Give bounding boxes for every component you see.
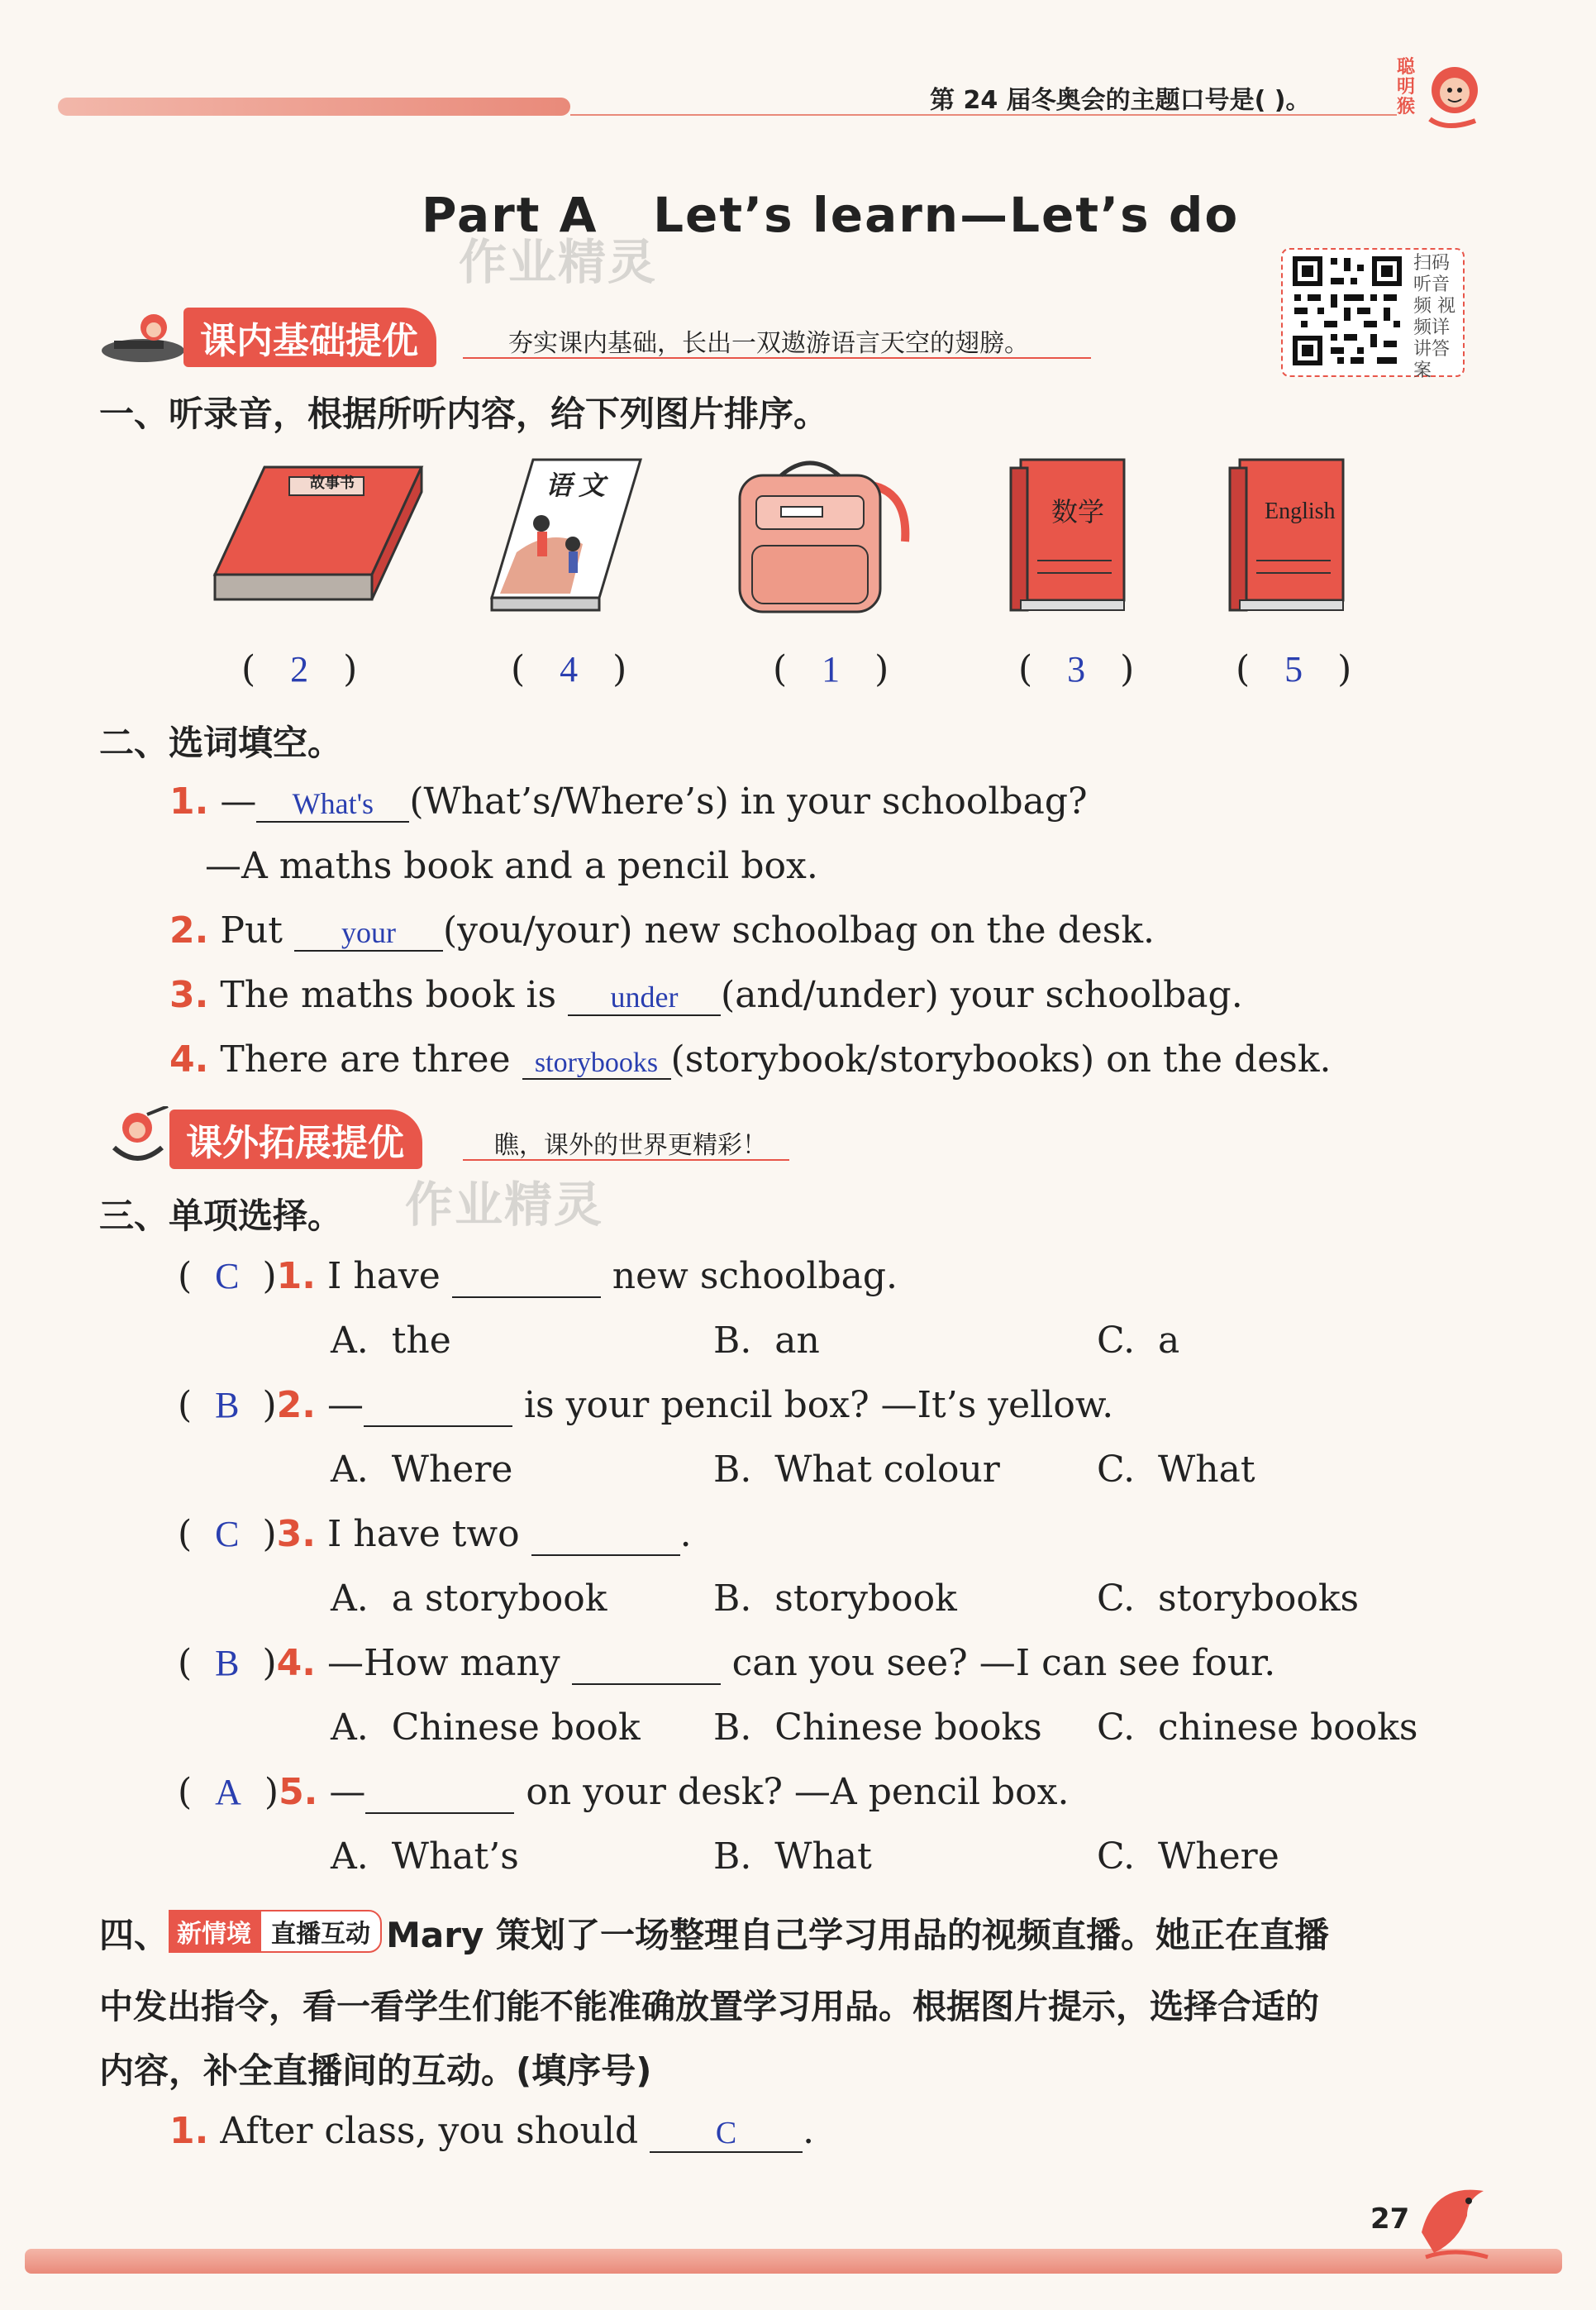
schoolbag-icon [731, 451, 917, 616]
answer-text: 4 [560, 649, 579, 690]
item-number: 2. [276, 1384, 316, 1426]
item-post: can you see? —I can see four. [720, 1642, 1276, 1684]
item-pre: I have [326, 1255, 452, 1297]
q3-item-5-option-a: A. What’s [331, 1835, 519, 1878]
answer-text: 3 [1067, 649, 1086, 690]
q1-answer-1: ( 2 ) [241, 648, 358, 690]
section1-mascot-icon [98, 308, 188, 367]
header-bar [58, 98, 570, 116]
q3-item-3: ( C )3. I have two . [178, 1513, 692, 1555]
q4-text-1: Mary 策划了一场整理自己学习用品的视频直播。她正在直播 [386, 1915, 1329, 1955]
answer-blank: What's [256, 788, 409, 823]
item-number: 4. [276, 1642, 316, 1684]
item-number: 2. [169, 909, 209, 952]
english-book-label: English [1265, 499, 1336, 524]
answer-text: 5 [1284, 649, 1303, 690]
qr-caption: 扫码听音频 视频详讲答案 [1413, 253, 1455, 381]
q3-item-3-option-c: C. storybooks [1097, 1577, 1360, 1620]
item-number: 1. [169, 780, 209, 823]
q3-item-2: ( B )2. — is your pencil box? —It’s yellow. [178, 1384, 1114, 1426]
item-pre: The maths book is [220, 974, 569, 1016]
q3-item-3-option-b: B. storybook [713, 1577, 957, 1620]
q4-line3: 内容，补全直播间的互动。(填序号) [99, 2050, 652, 2091]
q4-item-1 [169, 2110, 814, 2153]
q2-item-3 [169, 974, 1243, 1016]
page-number: 27 [1370, 2203, 1410, 2236]
answer-blank [365, 1773, 514, 1814]
item-post: on your desk? —A pencil box. [514, 1771, 1070, 1813]
q3-item-5-option-c: C. Where [1097, 1835, 1279, 1878]
q2-item-1-response: —A maths book and a pencil box. [205, 845, 818, 887]
qr-code-icon[interactable] [1289, 253, 1405, 369]
q2-item-1 [169, 780, 1088, 823]
q3-heading: 三、单项选择。 [99, 1196, 343, 1236]
answer-text: B [215, 1643, 240, 1683]
q2-heading: 二、选词填空。 [99, 723, 343, 763]
answer-blank [452, 1257, 601, 1298]
item-pre: After class, you should [220, 2110, 650, 2152]
chinese-book-label: 语 文 [545, 470, 606, 500]
q3-item-1-option-a: A. the [331, 1320, 451, 1362]
item-post: (and/under) your schoolbag. [721, 974, 1243, 1016]
q3-item-4-option-c: C. chinese books [1097, 1706, 1418, 1749]
item-post: new schoolbag. [600, 1255, 898, 1297]
answer-blank [531, 1515, 680, 1556]
q3-item-1-option-c: C. a [1097, 1320, 1180, 1362]
answer-text: B [215, 1385, 240, 1425]
item-post: (What’s/Where’s) in your schoolbag? [409, 780, 1088, 823]
q2-item-4 [169, 1038, 1331, 1081]
section2-tag: 课外拓展提优 [169, 1110, 422, 1169]
item-post: (you/your) new schoolbag on the desk. [442, 909, 1155, 952]
answer-text: 2 [290, 649, 309, 690]
answer-text: A [215, 1772, 241, 1812]
dolphin-icon [1409, 2174, 1500, 2265]
section1-desc: 夯实课内基础，长出一双遨游语言天空的翅膀。 [508, 329, 1029, 358]
q1-answer-2: ( 4 ) [511, 648, 627, 690]
item-number: 1. [169, 2110, 209, 2152]
maths-book-label: 数学 [1051, 496, 1105, 527]
answer-blank: under [568, 981, 721, 1016]
section1-tag: 课内基础提优 [183, 308, 436, 367]
q4-line2: 中发出指令，看一看学生们能不能准确放置学习用品。根据图片提示，选择合适的 [99, 1987, 1319, 2026]
item-pre: — [326, 1384, 364, 1426]
answer-text: C [215, 1514, 240, 1554]
answer-blank: storybooks [522, 1048, 671, 1080]
q3-item-3-option-a: A. a storybook [331, 1577, 607, 1620]
item-number: 3. [169, 974, 209, 1016]
page-title: Part A Let’s learn—Let’s do [422, 187, 1240, 243]
q3-item-2-option-c: C. What [1097, 1449, 1255, 1491]
item-pre: There are three [220, 1038, 522, 1081]
item-post: is your pencil box? —It’s yellow. [512, 1384, 1114, 1426]
q3-item-2-option-b: B. What colour [713, 1449, 1000, 1491]
q4-tag-live: 直播互动 [260, 1910, 382, 1953]
item-number: 3. [276, 1513, 316, 1555]
item-number: 5. [279, 1771, 318, 1813]
item-pre: I have two [326, 1513, 531, 1555]
item-number: 4. [169, 1038, 209, 1081]
q3-item-4: ( B )4. —How many can you see? —I can see four. [178, 1642, 1276, 1684]
answer-blank [572, 1644, 721, 1685]
q1-heading: 一、听录音，根据所听内容，给下列图片排序。 [99, 394, 829, 434]
q4-tag-new: 新情境 [169, 1910, 260, 1953]
item-pre: Put [220, 909, 294, 952]
q3-item-4-option-b: B. Chinese books [713, 1706, 1042, 1749]
item-post: (storybook/storybooks) on the desk. [670, 1038, 1332, 1081]
answer-blank [364, 1386, 512, 1427]
item-number: 1. [276, 1255, 316, 1297]
q3-item-4-option-a: A. Chinese book [331, 1706, 641, 1749]
q1-answer-4: ( 3 ) [1018, 648, 1135, 690]
item-pre: — [329, 1771, 366, 1813]
q3-item-1: ( C )1. I have new schoolbag. [178, 1255, 898, 1297]
answer-blank: C [650, 2117, 803, 2153]
item-pre: — [220, 780, 257, 823]
q4-prefix: 四、 [99, 1915, 169, 1955]
section2-desc: 瞧，课外的世界更精彩！ [494, 1131, 767, 1160]
q3-item-2-option-a: A. Where [331, 1449, 513, 1491]
answer-blank: your [294, 917, 443, 952]
watermark-2: 作业精灵 [405, 1176, 604, 1233]
header-question: 第 24 届冬奥会的主题口号是( )。 [930, 86, 1311, 115]
q3-item-5-option-b: B. What [713, 1835, 872, 1878]
answer-text: C [215, 1256, 240, 1296]
q3-item-1-option-b: B. an [713, 1320, 820, 1362]
storybook-label: 故事书 [310, 475, 355, 492]
maths-book-icon [1004, 453, 1128, 614]
english-book-icon [1223, 453, 1347, 614]
footer-bar [25, 2249, 1562, 2274]
q1-answer-5: ( 5 ) [1236, 648, 1352, 690]
q2-item-2 [169, 909, 1155, 952]
section2-mascot-icon [98, 1106, 172, 1169]
item-post: . [679, 1513, 692, 1555]
item-pre: —How many [326, 1642, 572, 1684]
mascot-text: 聪明猴 [1397, 57, 1416, 118]
q3-item-5: ( A )5. — on your desk? —A pencil box. [178, 1771, 1070, 1813]
q4-line1 [99, 1908, 1329, 1958]
q1-answer-3: ( 1 ) [773, 648, 889, 690]
watermark-1: 作业精灵 [459, 234, 658, 290]
answer-text: 1 [822, 649, 841, 690]
item-post: . [803, 2110, 815, 2152]
